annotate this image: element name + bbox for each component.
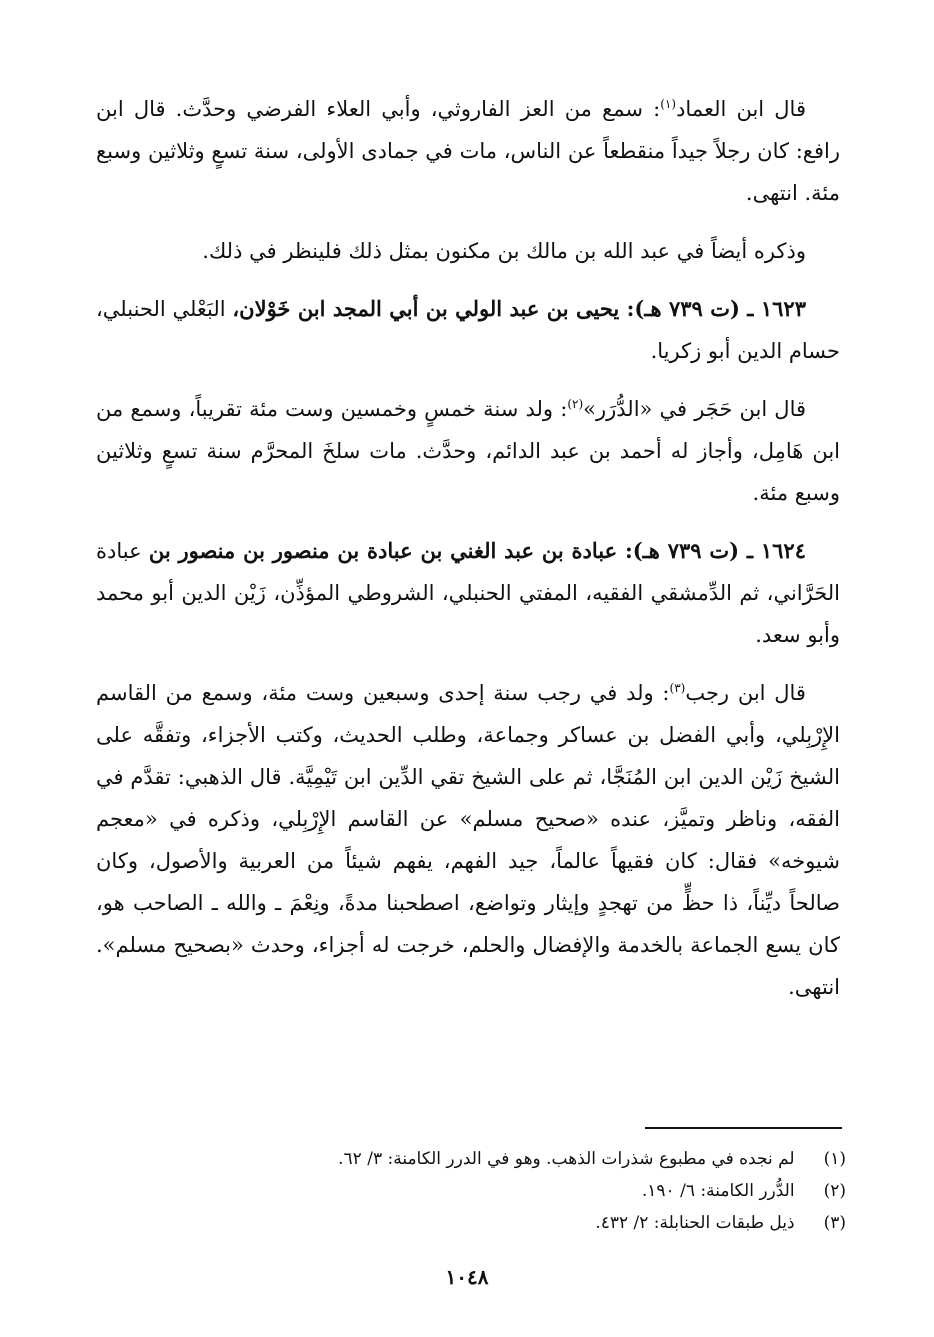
footnote-separator bbox=[645, 1127, 842, 1129]
paragraph-ibn-hajar bbox=[96, 388, 840, 514]
footnote-ref-3[interactable]: (٣) bbox=[669, 681, 686, 695]
paragraph-text: قال ابن رجب bbox=[685, 681, 806, 705]
entry-heading: ١٦٢٤ ـ (ت ٧٣٩ هـ): عبادة بن عبد الغني بن عبادة بن منصور بن منصور بن bbox=[148, 538, 806, 563]
main-text bbox=[96, 88, 840, 1024]
entry-1624 bbox=[96, 530, 840, 656]
footnote-number: (١) bbox=[823, 1149, 846, 1169]
paragraph-text: : سمع من العز الفاروثي، وأبي العلاء الفرضي وحدَّث. قال ابن رافع: كان رجلاً جيداً منقطعاً عن الناس، مات في جمادى الأولى، سنة تسعٍ وثلاثين وسبع مئة. انتهى. bbox=[96, 97, 840, 205]
footnote-number: (٢) bbox=[823, 1181, 846, 1201]
page-number: ١٠٤٨ bbox=[445, 1265, 489, 1289]
footnote-2 bbox=[96, 1175, 846, 1207]
entry-heading: ١٦٢٣ ـ (ت ٧٣٩ هـ): يحيى بن عبد الولي بن أبي المجد ابن خَوْلان، bbox=[232, 296, 806, 321]
footnote-ref-1[interactable]: (١) bbox=[660, 97, 677, 111]
footnote-number: (٣) bbox=[823, 1213, 846, 1233]
entry-text: عبادة الحَرَّاني، ثم الدِّمشقي الفقيه، المفتي الحنبلي، الشروطي المؤذِّن، زَيْن الدين أبو محمد وأبو سعد. bbox=[96, 539, 840, 647]
entry-text: البَعْلي الحنبلي، حسام الدين أبو زكريا. bbox=[96, 297, 840, 363]
footnote-text: الدُّرر الكامنة: ٦/ ١٩٠. bbox=[641, 1181, 795, 1201]
paragraph-text: : ولد في رجب سنة إحدى وسبعين وست مئة، وسمع من القاسم الإِرْبِلي، وأبي الفضل بن عساكر وجماعة، وطلب الحديث، وكتب الأجزاء، وتفقَّه على الشيخ زَيْن الدين ابن المُنَجَّا، ثم على الشيخ تقي الدِّين ابن تَيْمِيَّة. قال الذهبي: تقدَّم في الفقه، وناظر وتميَّز، عنده «صحيح مسلم» عن القاسم الإِرْبِلي، وذكره في «معجم شيوخه» فقال: كان فقيهاً عالماً، جيد الفهم، يفهم شيئاً من العربية والأصول، وكان صالحاً ديِّناً، ذا حظٍّ من تهجدٍ وإيثار وتواضع، اصطحبنا مدةً، ونِعْمَ ـ والله ـ الصاحب هو، كان يسع الجماعة بالخدمة والإفضال والحلم، خرجت له أجزاء، وحدث «بصحيح مسلم». انتهى. bbox=[96, 681, 840, 999]
paragraph-text: : ولد سنة خمسٍ وخمسين وست مئة تقريباً، وسمع من ابن هَامِل، وأجاز له أحمد بن عبد الدائم، وحدَّث. مات سلخَ المحرَّم سنة تسعٍ وثلاثين وسبع مئة. bbox=[96, 397, 840, 505]
paragraph-text: قال ابن العماد bbox=[676, 97, 806, 121]
paragraph-ibn-rajab bbox=[96, 672, 840, 1008]
footnote-text: لم نجده في مطبوع شذرات الذهب. وهو في الدرر الكامنة: ٣/ ٦٢. bbox=[338, 1149, 795, 1169]
footnote-3 bbox=[96, 1207, 846, 1239]
entry-1623 bbox=[96, 288, 840, 372]
footnote-text: ذيل طبقات الحنابلة: ٢/ ٤٣٢. bbox=[595, 1213, 795, 1233]
paragraph-also-mentioned bbox=[96, 230, 840, 272]
footnotes bbox=[96, 1143, 846, 1239]
paragraph-ibn-al-imad bbox=[96, 88, 840, 214]
paragraph-text: وذكره أيضاً في عبد الله بن مالك بن مكنون بمثل ذلك فلينظر في ذلك. bbox=[202, 239, 806, 263]
paragraph-text: قال ابن حَجَر في «الدُّرَر» bbox=[583, 397, 807, 421]
footnote-ref-2[interactable]: (٢) bbox=[567, 397, 584, 411]
footnote-1 bbox=[96, 1143, 846, 1175]
